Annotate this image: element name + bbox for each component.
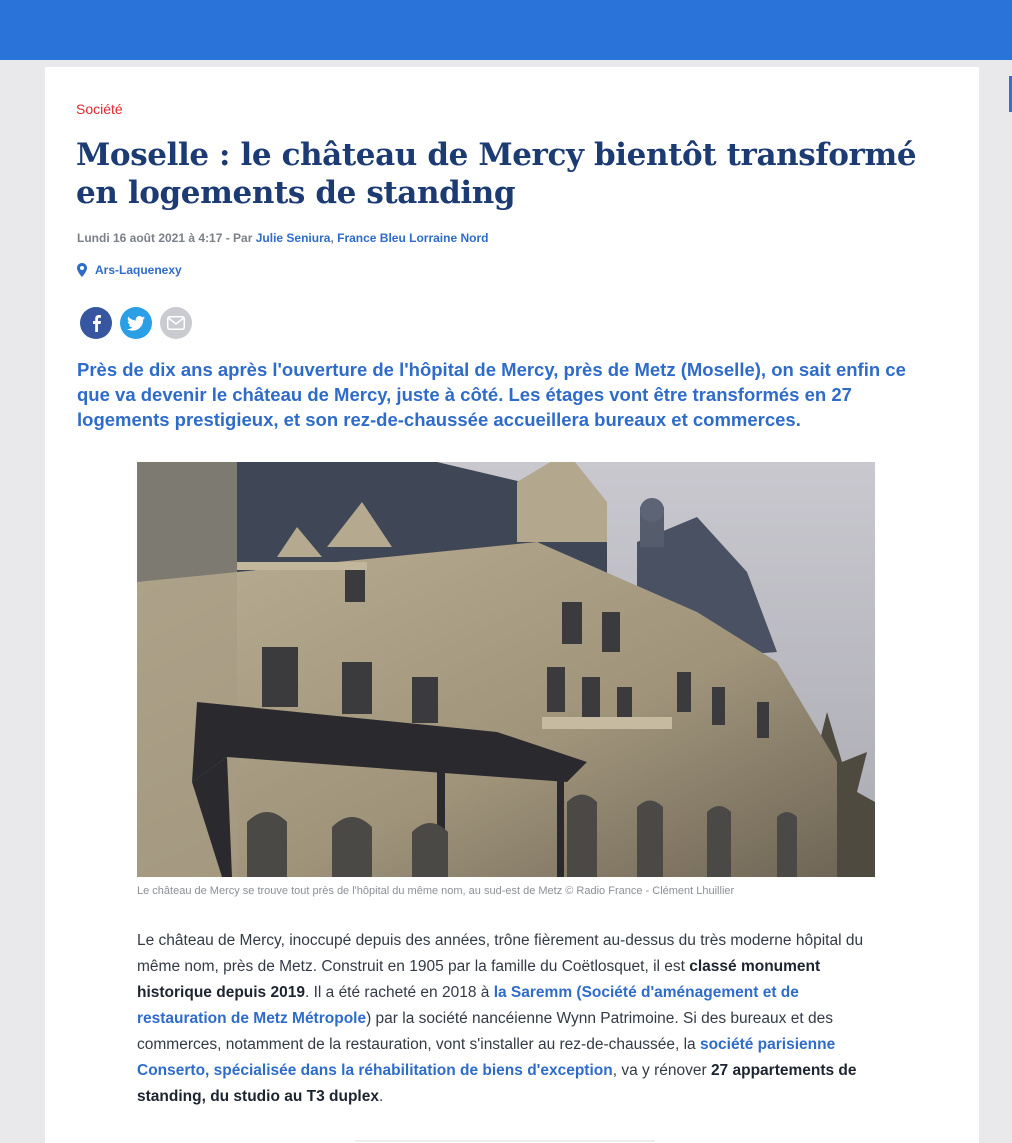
body-text: . Il a été racheté en 2018 à [304,984,494,1001]
publish-date: Lundi 16 août 2021 à 4:17 - Par [77,231,256,245]
facebook-icon [89,314,103,332]
body-text: , va y rénover [612,1062,711,1079]
mail-icon [167,316,185,330]
article-card [45,67,979,1143]
next-element-edge [355,1140,655,1142]
body-bold: classé monument historique depuis 2019 [137,958,821,1001]
twitter-icon [127,316,145,331]
station-link[interactable]: France Bleu Lorraine Nord [337,231,489,245]
body-text: Le château de Mercy, inoccupé depuis des années, trône fièrement au-dessus du très moderne hôpital du même nom, près de Metz. Construit en 1905 par la famille du Coëtlosquet, il est [137,932,864,975]
email-share-button[interactable] [160,307,192,339]
facebook-share-button[interactable] [80,307,112,339]
body-text: ) par la société nancéienne Wynn Patrimoine. Si des bureaux et des commerces, notamment de la restauration, vont s'installer au rez-de-chaussée, la [137,1010,833,1053]
conserto-link[interactable]: société parisienne Conserto, spécialisée dans la réhabilitation de biens d'exception [137,1036,836,1079]
body-bold: 27 appartements de standing, du studio au T3 duplex [137,1062,857,1105]
saremm-link[interactable]: la Saremm (Société d'aménagement et de restauration de Metz Métropole [137,984,799,1027]
location-label: Ars-Laquenexy [95,263,182,277]
body-text: . [378,1088,384,1105]
top-navigation-bar [0,0,1012,60]
category-link[interactable]: Société [76,101,123,117]
author-link[interactable]: Julie Seniura [255,231,331,245]
article-lead: Près de dix ans après l'ouverture de l'hôpital de Mercy, près de Metz (Moselle), on sait enfin ce que va devenir le château de Mercy, juste à côté. Les étages vont être transformés en 27 logements prestigieux, et son rez-de-chaussée accueillera bureaux et commerces. [77,359,906,430]
chateau-photo [137,462,875,877]
location-pin-icon [77,263,87,277]
meta-separator: , [330,231,338,245]
article-meta [77,231,488,245]
article-title: Moselle : le château de Mercy bientôt transformé en logements de standing [76,137,917,211]
location-tag[interactable] [77,263,182,277]
article-body [137,928,867,1110]
twitter-share-button[interactable] [120,307,152,339]
share-buttons [80,307,192,339]
photo-caption: Le château de Mercy se trouve tout près de l'hôpital du même nom, au sud-est de Metz © Radio France - Clément Lhuillier [137,885,735,897]
chateau-illustration [137,462,875,877]
